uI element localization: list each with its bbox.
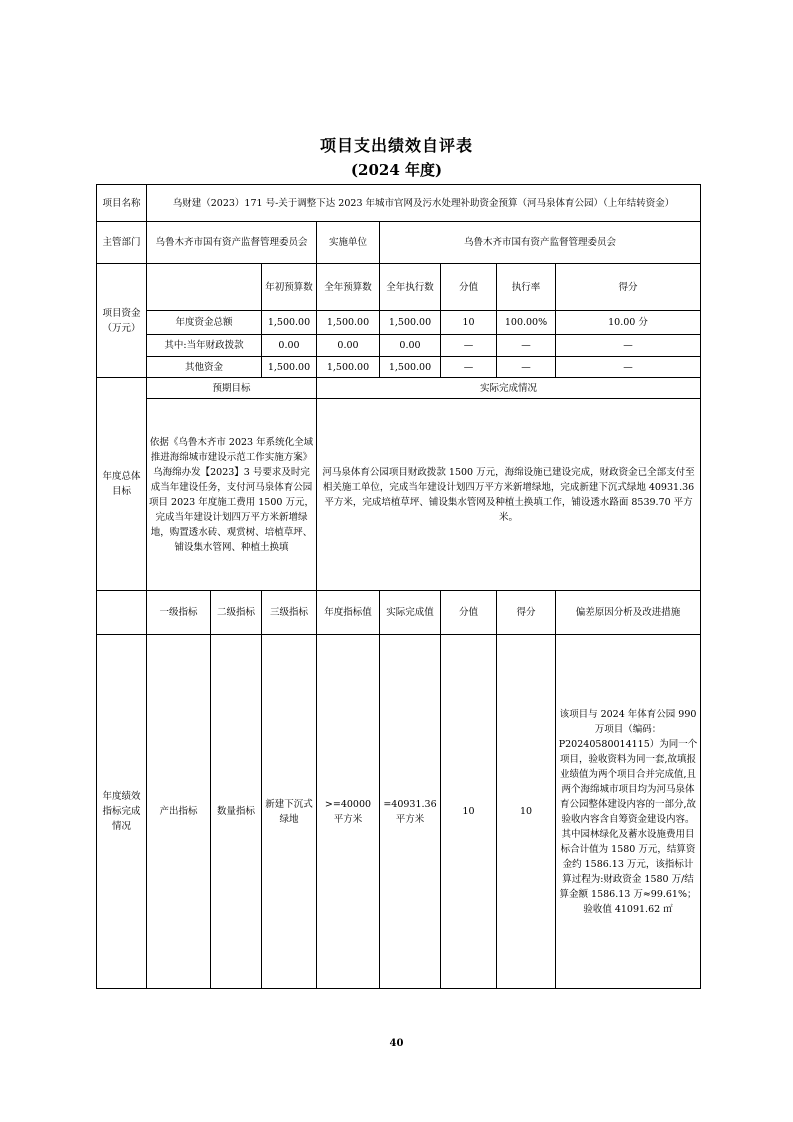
- funds-header-initial-budget: 年初预算数: [262, 264, 317, 311]
- funds-cell-weight: —: [441, 357, 497, 378]
- indicator-header-score-weight: 分值: [441, 591, 497, 635]
- goal-content-row: [97, 399, 701, 591]
- funds-cell-rate: 100.00%: [497, 311, 556, 335]
- actual-completion-header: 实际完成情况: [317, 378, 701, 399]
- funds-header-annual-execution: 全年执行数: [380, 264, 441, 311]
- indicators-corner-cell: [97, 591, 147, 635]
- implementing-unit-value: 乌鲁木齐市国有资产监督管理委员会: [380, 222, 701, 264]
- indicator-content-row: [97, 635, 701, 989]
- page-number: 40: [389, 1038, 404, 1049]
- funds-cell-annual: 1,500.00: [317, 311, 380, 335]
- funds-blank-cell: [147, 264, 262, 311]
- funds-cell-weight: 10: [441, 311, 497, 335]
- funds-cell-initial: 0.00: [262, 335, 317, 357]
- project-name-row: [97, 185, 701, 222]
- indicator-header-row: [97, 591, 701, 635]
- indicator-score-value: 10: [497, 635, 556, 989]
- indicator-header-actual: 实际完成值: [380, 591, 441, 635]
- expected-goal-text: 依据《乌鲁木齐市 2023 年系统化全域推进海绵城市建设示范工作实施方案》乌海绵办发【2023】3 号要求及时完成当年建设任务，支付河马泉体育公园项目 2023 年度施工费用 1500 万元，完成当年建设计划四万平方米新增绿地，购置透水砖、观赏树、培植草坪、铺设集水管网、种植土换填: [147, 399, 317, 591]
- funds-other-row: [97, 357, 701, 378]
- funds-fiscal-row: [97, 335, 701, 357]
- implementing-unit-label: 实施单位: [317, 222, 380, 264]
- page-subtitle: (2024 年度): [350, 161, 443, 179]
- goal-header-row: [97, 378, 701, 399]
- funds-cell-executed: 1,500.00: [380, 357, 441, 378]
- funds-cell-executed: 0.00: [380, 335, 441, 357]
- page-title: 项目支出绩效自评表: [319, 136, 473, 155]
- indicator-level3-value: 新建下沉式绿地: [262, 635, 317, 989]
- self-evaluation-table: [96, 184, 701, 989]
- project-funds-label: 项目资金（万元）: [97, 264, 147, 378]
- funds-cell-initial: 1,500.00: [262, 357, 317, 378]
- actual-completion-text: 河马泉体育公园项目财政拨款 1500 万元，海绵设施已建设完成，财政资金已全部支付至相关施工单位，完成当年建设计划四万平方米新增绿地，完成新建下沉式绿地 40931.36 平方米，完成培植草坪、铺设集水管网及种植土换填工作，铺设透水路面 8539.70 平方米。: [317, 399, 701, 591]
- indicator-level2-value: 数量指标: [211, 635, 262, 989]
- indicator-header-level3: 三级指标: [262, 591, 317, 635]
- funds-header-row: [97, 264, 701, 311]
- funds-header-score-weight: 分值: [441, 264, 497, 311]
- indicator-header-level1: 一级指标: [147, 591, 211, 635]
- funds-header-annual-budget: 全年预算数: [317, 264, 380, 311]
- indicator-header-target: 年度指标值: [317, 591, 380, 635]
- funds-cell-annual: 0.00: [317, 335, 380, 357]
- annual-goal-label: 年度总体目标: [97, 378, 147, 591]
- funds-cell-score: 10.00 分: [556, 311, 701, 335]
- supervising-dept-value: 乌鲁木齐市国有资产监督管理委员会: [147, 222, 317, 264]
- funds-cell-weight: —: [441, 335, 497, 357]
- indicator-header-level2: 二级指标: [211, 591, 262, 635]
- funds-row-label: 其中:当年财政拨款: [147, 335, 262, 357]
- funds-row-label: 其他资金: [147, 357, 262, 378]
- funds-header-score: 得分: [556, 264, 701, 311]
- indicator-header-score: 得分: [497, 591, 556, 635]
- indicator-header-deviation: 偏差原因分析及改进措施: [556, 591, 701, 635]
- funds-cell-score: —: [556, 335, 701, 357]
- indicators-label: 年度绩效指标完成情况: [97, 635, 147, 989]
- funds-cell-score: —: [556, 357, 701, 378]
- funds-cell-initial: 1,500.00: [262, 311, 317, 335]
- indicator-actual-value: =40931.36 平方米: [380, 635, 441, 989]
- expected-goal-header: 预期目标: [147, 378, 317, 399]
- indicator-score-weight-value: 10: [441, 635, 497, 989]
- deviation-analysis-text: 该项目与 2024 年体育公园 990 万项目（编码：P20240580014115）为同一个项目，验收资料为同一套,故填报业绩值为两个项目合并完成值,且两个海绵城市项目均为河马泉体育公园整体建设内容的一部分,故验收内容含自筹资金建设内容。其中园林绿化及蓄水设施费用目标合计值为 1580 万元，结算资金约 1586.13 万元，该指标计算过程为:财政资金 1580 万/结算金额 1586.13 万≈99.61%；验收值 41091.62 ㎡: [556, 635, 701, 989]
- funds-cell-rate: —: [497, 335, 556, 357]
- indicator-target-value: >=40000 平方米: [317, 635, 380, 989]
- funds-cell-executed: 1,500.00: [380, 311, 441, 335]
- supervising-dept-label: 主管部门: [97, 222, 147, 264]
- department-row: [97, 222, 701, 264]
- indicator-level1-value: 产出指标: [147, 635, 211, 989]
- funds-cell-annual: 1,500.00: [317, 357, 380, 378]
- funds-total-row: [97, 311, 701, 335]
- funds-cell-rate: —: [497, 357, 556, 378]
- project-name-label: 项目名称: [97, 185, 147, 222]
- funds-header-execution-rate: 执行率: [497, 264, 556, 311]
- funds-row-label: 年度资金总额: [147, 311, 262, 335]
- project-name-value: 乌财建（2023）171 号-关于调整下达 2023 年城市官网及污水处理补助资金预算（河马泉体育公园）（上年结转资金）: [147, 185, 701, 222]
